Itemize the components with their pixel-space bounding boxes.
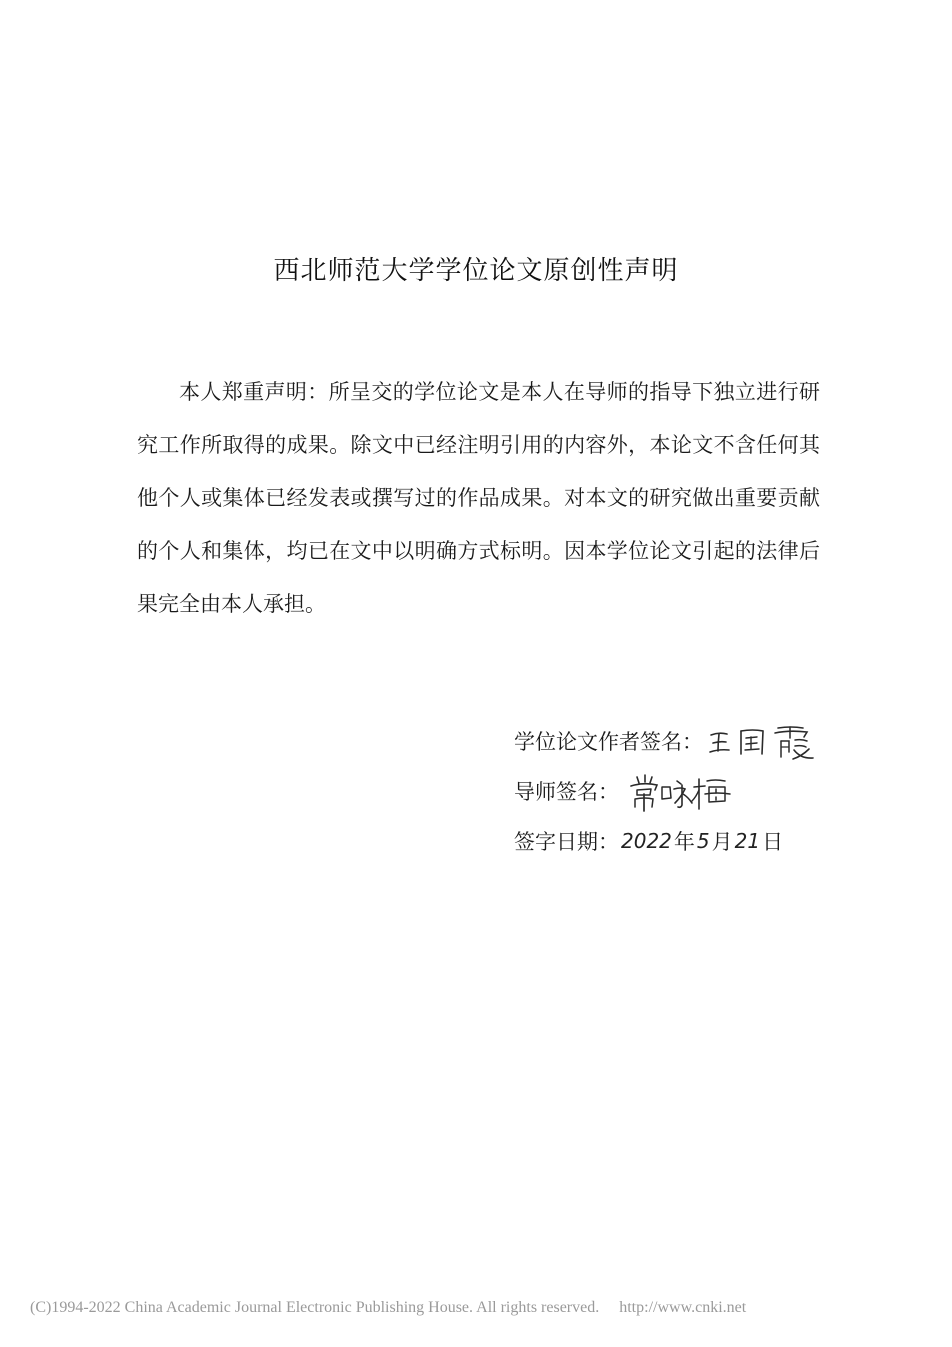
- advisor-signature-label: 导师签名：: [514, 780, 619, 804]
- copyright-footer: [30, 1299, 790, 1317]
- author-signature-line: [514, 716, 844, 766]
- date-year: 2022: [621, 829, 672, 853]
- author-handwritten-signature: [703, 719, 823, 763]
- date-month: 5: [696, 829, 710, 853]
- page-title: 西北师范大学学位论文原创性声明: [273, 256, 679, 286]
- date-day-unit: 日: [762, 830, 784, 854]
- advisor-handwritten-signature: [625, 769, 735, 813]
- date-year-unit: 年: [673, 830, 695, 854]
- advisor-signature-line: [514, 766, 844, 816]
- date-month-unit: 月: [711, 830, 733, 854]
- date-line: [514, 816, 844, 866]
- date-day: 21: [734, 829, 761, 853]
- signature-block: [514, 716, 844, 866]
- author-signature-label: 学位论文作者签名：: [514, 730, 703, 754]
- copyright-text: (C)1994-2022 China Academic Journal Electronic Publishing House. All rights reserved.: [30, 1299, 600, 1316]
- cnki-url[interactable]: http://www.cnki.net: [619, 1299, 747, 1316]
- declaration-paragraph: 本人郑重声明：所呈交的学位论文是本人在导师的指导下独立进行研究工作所取得的成果。除文中已经注明引用的内容外，本论文不含任何其他个人或集体已经发表或撰写过的作品成果。对本文的研究做出重要贡献的个人和集体，均已在文中以明确方式标明。因本学位论文引起的法律后果完全由本人承担。: [137, 380, 820, 616]
- date-label: 签字日期：: [514, 830, 619, 854]
